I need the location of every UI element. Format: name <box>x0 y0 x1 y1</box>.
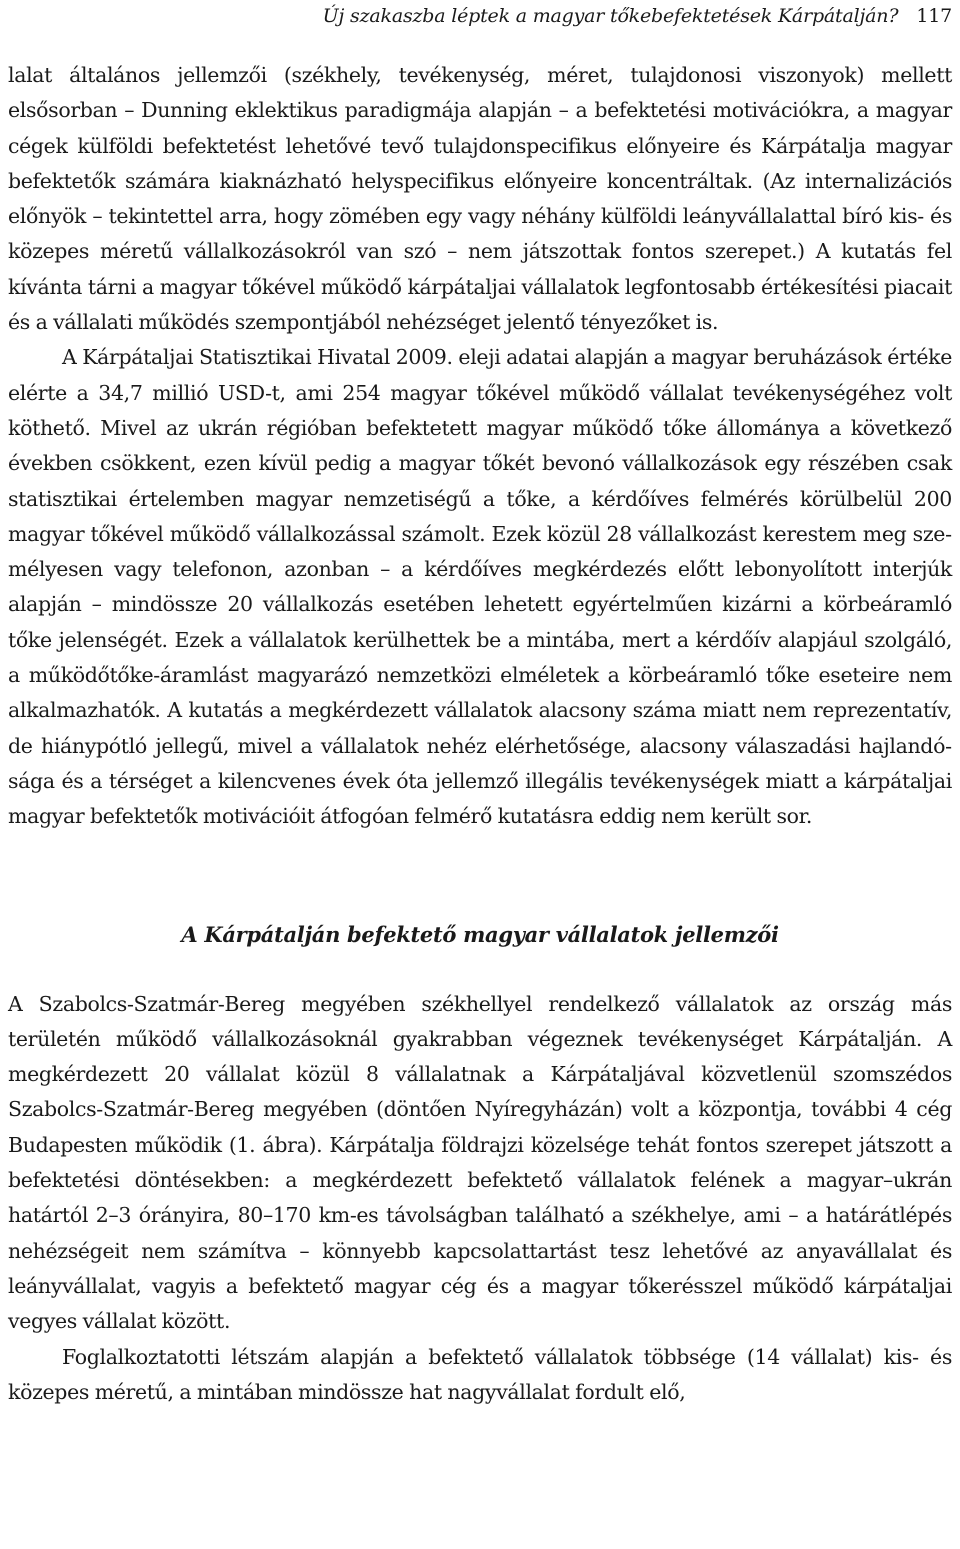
section-heading: A Kárpátalján befektető magyar vállalatok jellemzői <box>181 921 779 947</box>
running-head-title: Új szakaszba léptek a magyar tőkebefektetések Kárpátalján? <box>322 5 899 27</box>
body-paragraph: lalat általános jellemzői (székhely, tevékenység, méret, tulajdonosi viszonyok) mellett elsősorban – Dunning eklektikus paradigmája alapján – a befektetési motivációkra, a magyar cégek külföldi befektetést lehetővé tevő tulajdonspecifikus előnyeire és Kárpátalja magyar befektetők számára kiaknázható helyspecifikus előnyeire koncentráltak. (Az internalizációs előnyök – tekintettel arra, hogy zömében egy vagy néhány külföldi leányvállalattal bíró kis- és közepes méretű vállalkozásokról van szó – nem játszottak fontos szerepet.) A kutatás fel kívánta tárni a magyar tőkével működő kárpátaljai vállalatok legfontosabb értékesítési piacait és a vállalati működés szempontjából nehézséget jelentő tényezőket is. <box>8 63 952 335</box>
body-paragraph: Foglalkoztatotti létszám alapján a befektető vállalatok többsége (14 vállalat) kis- és közepes méretű, a mintában mindössze hat nagyvállalat fordult elő, <box>8 1344 952 1404</box>
body-paragraph: A Kárpátaljai Statisztikai Hivatal 2009. eleji adatai alapján a magyar beruházások értéke elérte a 34,7 millió USD-t, ami 254 magyar tőkével működő vállalat tevékenységéhez volt köthető. Mivel az ukrán régióban befektetett magyar működő tőke állománya a következő években csökkent, ezen kívül pedig a magyar tőkét bevonó vállalkozások egy részében csak statisztikai értelemben magyar nemzetiségű a tőke, a kérdőíves felmérés körülbelül 200 magyar tőkével működő vállalkozással számolt. Ezek közül 28 vállalkozást kerestem meg személyesen vagy telefonon, azonban – a kérdőíves megkérdezés előtt lebonyolított interjúk alapján – mindössze 20 vállalkozás esetében lehetett egyértelműen kizárni a körbeáramló tőke jelenségét. Ezek a vállalatok kerülhettek be a mintába, mert a kérdőív alapjául szolgáló, a működőtőke-áramlást magyarázó nemzetközi elméletek a körbeáramló tőke eseteire nem alkalmazhatók. A kutatás a megkérdezett vállalatok alacsony száma miatt nem reprezentatív, de hiánypótló jellegű, mivel a vállalatok nehéz elérhetősége, alacsony válaszadási hajlandósága és a térséget a kilencvenes évek óta jellemző illegális tevékenységek miatt a kárpátaljai magyar befektetők motivációit átfogóan felmérő kutatásra eddig nem került sor. <box>8 345 952 829</box>
document-page <box>8 0 952 1410</box>
body-paragraph: A Szabolcs-Szatmár-Bereg megyében székhellyel rendelkező vállalatok az ország más területén működő vállalkozásoknál gyakrabban végeznek tevékenységet Kárpátalján. A megkérdezett 20 vállalat közül 8 vállalatnak a Kárpátaljával közvetlenül szomszédos Szabolcs-Szatmár-Bereg megyében (döntően Nyíregyházán) volt a központja, további 4 cég Budapesten működik (1. ábra). Kárpátalja földrajzi közelsége tehát fontos szerepet játszott a befektetési döntésekben: a megkérdezett befektető vállalatok felének a magyar–ukrán határtól 2–3 órányira, 80–170 km-es távolságban található a székhelye, ami – a határátlépés nehézségeit nem számítva – könnyebb kapcsolattartást tesz lehetővé az anyavállalat és leányvállalat, vagyis a befektető magyar cég és a magyar tőkerésszel működő kárpátaljai vegyes vállalat között. <box>8 991 952 1334</box>
running-head <box>8 0 952 58</box>
page-number: 117 <box>916 5 952 27</box>
